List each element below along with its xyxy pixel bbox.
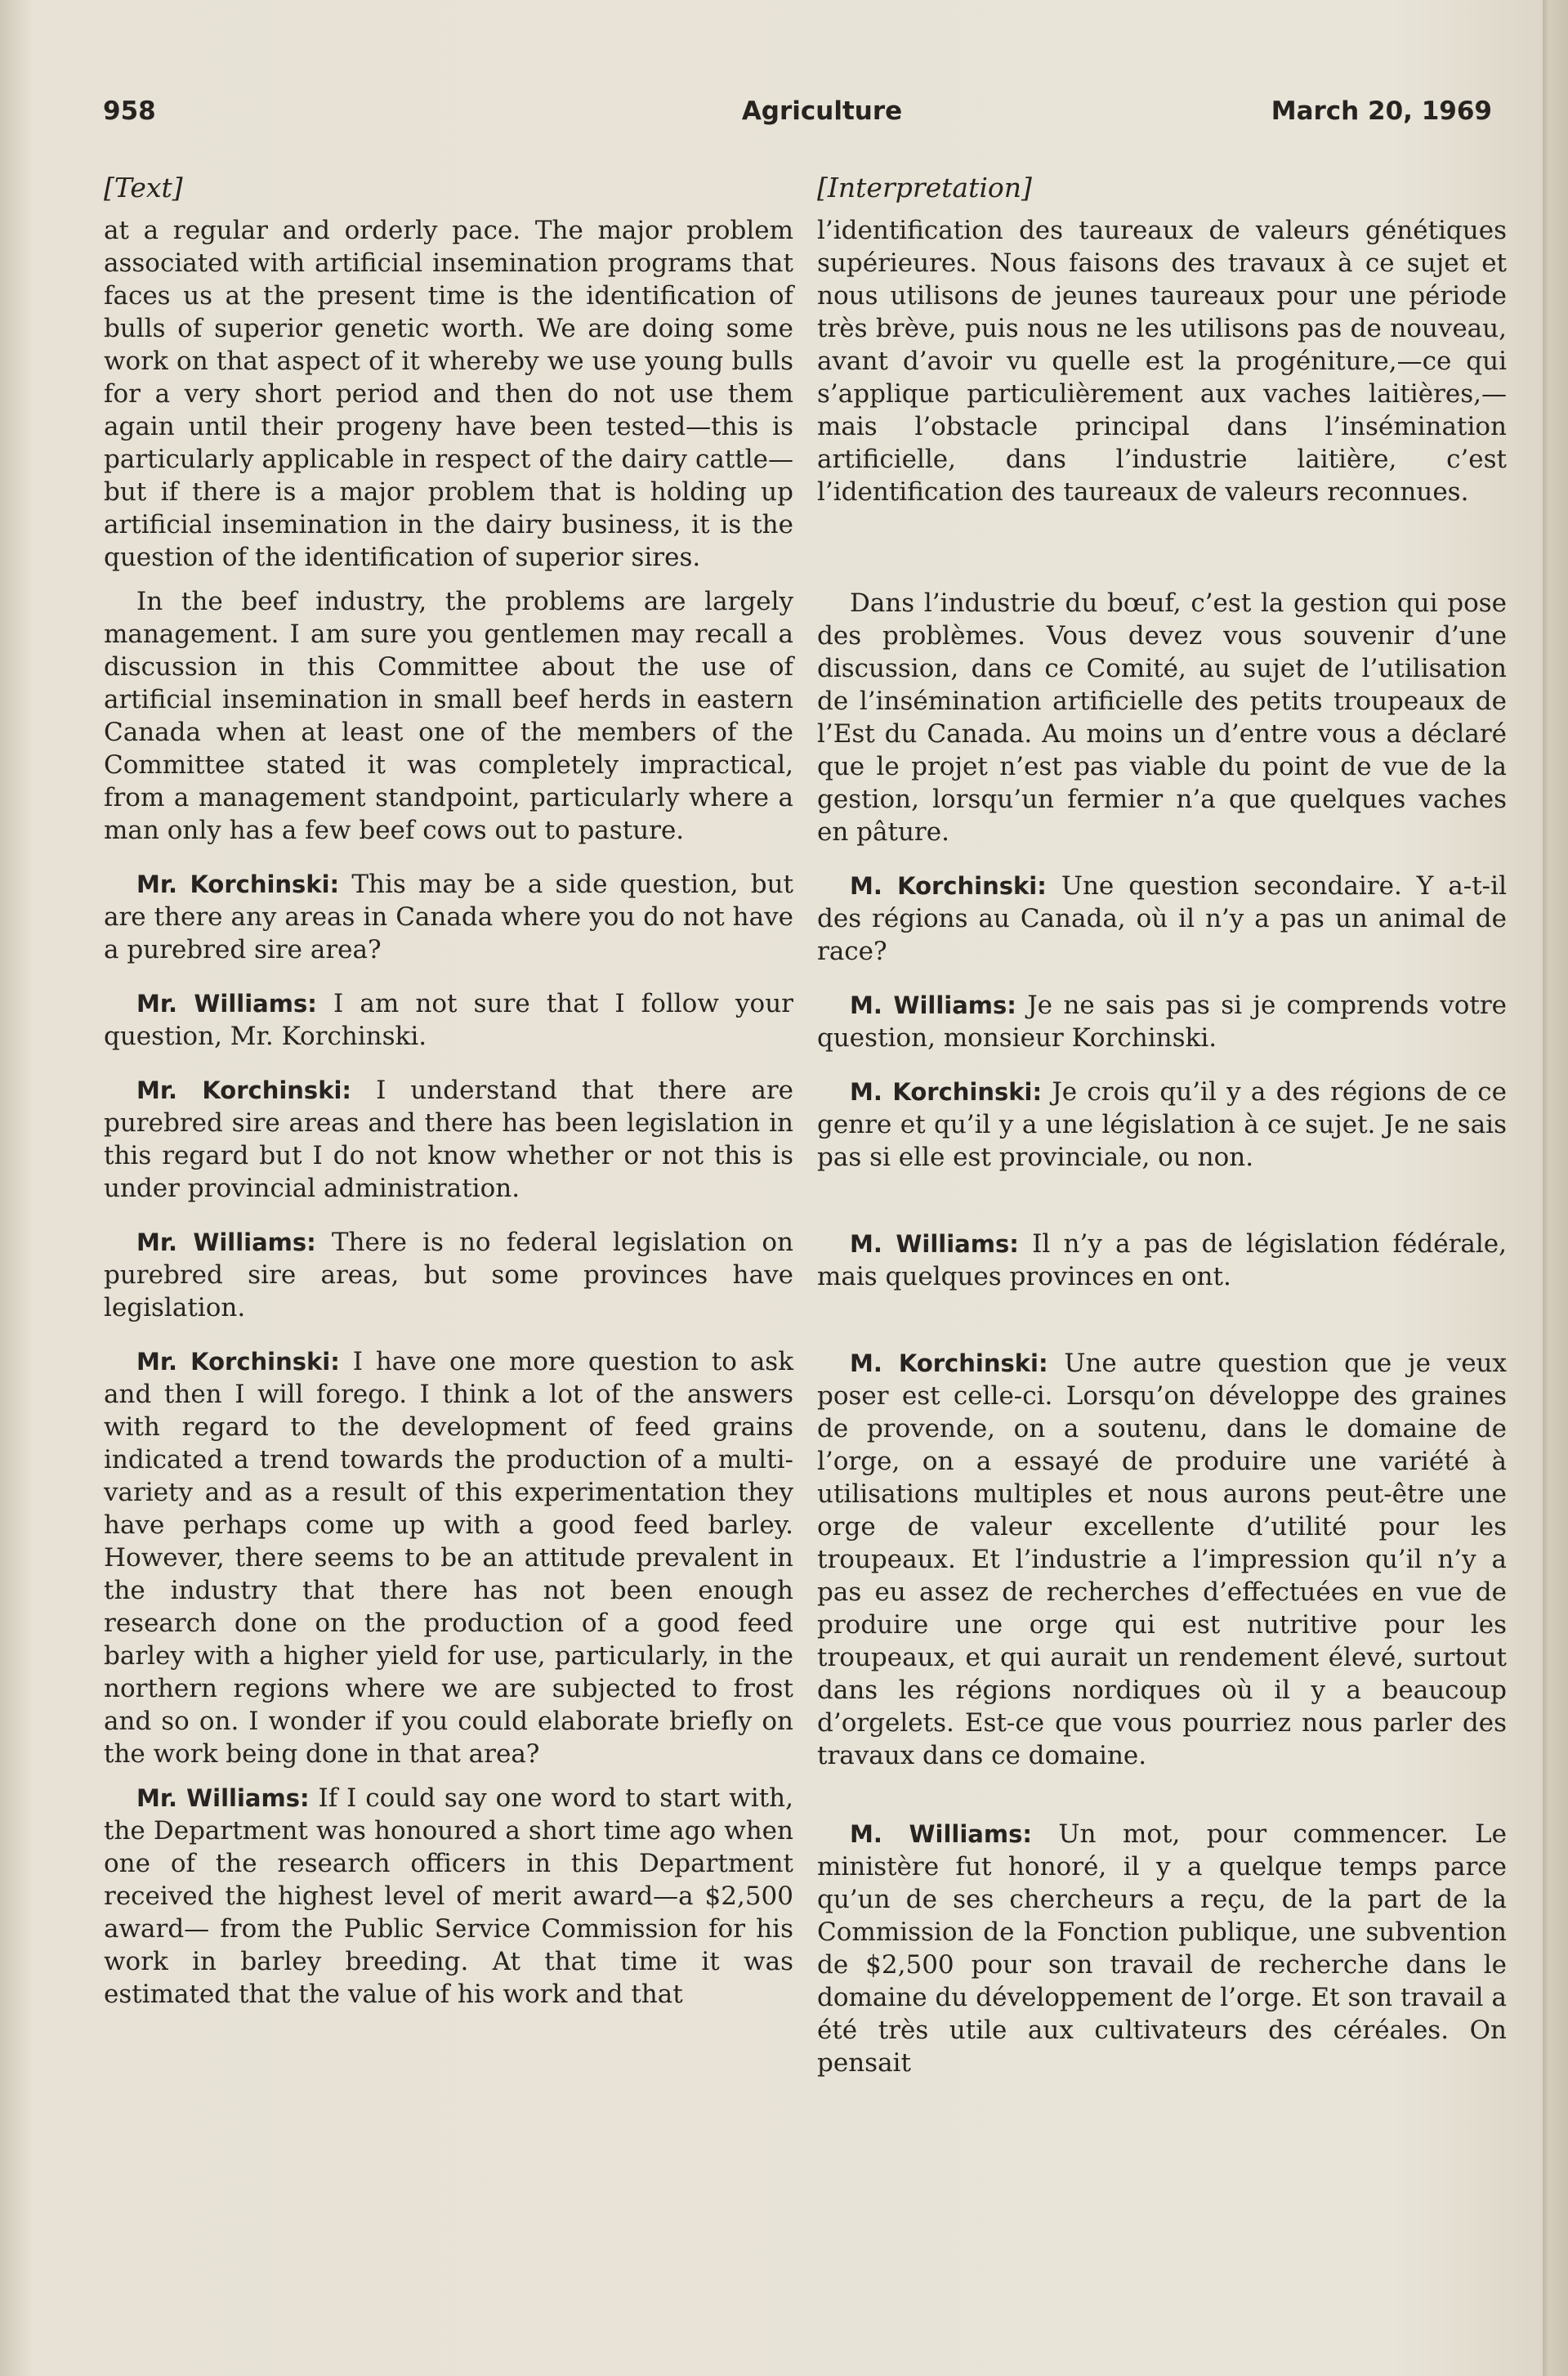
speech-text: Je ne sais pas si je comprends votre question, monsieur Korchinski.: [817, 991, 1507, 1053]
paragraph-text: In the beef industry, the problems are largely management. I am sure you gentlemen may recall a discussion in this Committee about the use of artificial insemination in small beef herds in eastern Canada when at least one of the members of the Committee stated it was completely impractical, from a management standpoint, particularly where a man only has a few beef cows out to pasture.: [104, 587, 793, 845]
speech-block: [104, 1345, 793, 1770]
speaker-name: M. Korchinski:: [850, 1349, 1048, 1377]
running-header: [103, 96, 1492, 134]
speaker-name: M. Williams:: [850, 1820, 1032, 1848]
speech-text: Un mot, pour commencer. Le ministère fut honoré, il y a quelque temps parce qu’un de ses chercheurs a reçu, de la part de la Commission de la Fonction publique, une subvention de $2,500 pour son travail de recherche dans le domaine du développement de l’orge. Et son travail a été très utile aux cultivateurs des céréales. On pensait: [817, 1819, 1507, 2078]
speaker-name: M. Korchinski:: [850, 872, 1047, 900]
speech-text: Je crois qu’il y a des régions de ce genre et qu’il y a une législation à ce sujet. Je ne sais pas si elle est provinciale, ou non.: [817, 1077, 1507, 1172]
french-column: [817, 172, 1507, 2079]
paragraph-text: Dans l’industrie du bœuf, c’est la gestion qui pose des problèmes. Vous devez vous souvenir d’une discussion, dans ce Comité, au sujet de l’utilisation de l’insémination artificielle des petits troupeaux de l’Est du Canada. Au moins un d’entre vous a déclaré que le projet n’est pas viable du point de vue de la gestion, lorsqu’un fermier n’a que quelques vaches en pâture.: [817, 588, 1507, 847]
speech-block: [817, 1076, 1507, 1174]
speech-block: [817, 989, 1507, 1054]
paragraph-text: at a regular and orderly pace. The major problem associated with artificial insemination programs that faces us at the present time is the identification of bulls of superior genetic worth. We are doing some work on that aspect of it whereby we use young bulls for a very short period and then do not use them again until their progeny have been tested—this is particularly applicable in respect of the dairy cattle—but if there is a major problem that is holding up artificial insemination in the dairy business, it is the question of the identification of superior sires.: [104, 216, 793, 572]
speech-text: I understand that there are purebred sire areas and there has been legislation in this regard but I do not know whether or not this is under provincial administration.: [104, 1076, 793, 1203]
paragraph: [817, 214, 1507, 508]
speaker-name: M. Williams:: [850, 991, 1016, 1019]
english-column: [104, 172, 793, 2011]
speech-text: I am not sure that I follow your question, Mr. Korchinski.: [104, 989, 793, 1051]
speech-text: Il n’y a pas de législation fédérale, mais quelques provinces en ont.: [817, 1229, 1507, 1291]
paragraph: [817, 587, 1507, 848]
paragraph: [104, 585, 793, 847]
page-number: 958: [103, 96, 156, 126]
speech-block: [817, 1228, 1507, 1293]
speaker-name: Mr. Williams:: [136, 990, 317, 1018]
speech-text: If I could say one word to start with, the Department was honoured a short time ago when one of the research officers in this Department received the highest level of merit award—a $2,500 award— from the Public Service Commission for his work in barley breeding. At that time it was estimated that the value of his work and that: [104, 1783, 793, 2009]
speech-text: Une question secondaire. Y a-t-il des régions au Canada, où il n’y a pas un animal de race?: [817, 871, 1507, 966]
speech-text: I have one more question to ask and then I will forego. I think a lot of the answers with regard to the development of feed grains indicated a trend towards the production of a multi-variety and as a result of this experimentation they have perhaps come up with a good feed barley. However, there seems to be an attitude prevalent in the industry that there has not been enough research done on the production of a good feed barley with a higher yield for use, particularly, in the northern regions where we are subjected to frost and so on. I wonder if you could elaborate briefly on the work being done in that area?: [104, 1347, 793, 1769]
speech-block: [817, 1818, 1507, 2079]
speech-block: [104, 987, 793, 1053]
speaker-name: Mr. Korchinski:: [136, 1076, 352, 1104]
paragraph: [104, 214, 793, 574]
speaker-name: Mr. Williams:: [136, 1784, 310, 1812]
speech-text: Une autre question que je veux poser est celle-ci. Lorsqu’on développe des graines de provende, on a soutenu, dans le domaine de l’orge, on a essayé de produire une variété à utilisations multiples et nous aurons peut-être une orge de valeur excellente d’utilité pour les troupeaux. Et l’industrie a l’impression qu’il n’y a pas eu assez de recherches d’effectuées en vue de produire une orge qui est nutritive pour les troupeaux, et qui aurait un rendement élevé, surtout dans les régions nordiques où il y a beaucoup d’orgelets. Est-ce que vous pourriez nous parler des travaux dans ce domaine.: [817, 1349, 1508, 1770]
speech-block: [817, 1347, 1507, 1772]
column-label: [Interpretation]: [817, 172, 1032, 204]
speaker-name: Mr. Williams:: [136, 1228, 316, 1256]
speaker-name: M. Williams:: [850, 1230, 1019, 1258]
speech-block: [817, 870, 1507, 968]
page-edge: [1543, 0, 1568, 2376]
speech-text: There is no federal legislation on purebred sire areas, but some provinces have legislation.: [104, 1228, 793, 1322]
speaker-name: M. Korchinski:: [850, 1078, 1043, 1106]
speech-text: This may be a side question, but are there any areas in Canada where you do not have a purebred sire area?: [104, 870, 793, 964]
speech-block: [104, 1074, 793, 1205]
speech-block: [104, 1782, 793, 2011]
speaker-name: Mr. Korchinski:: [136, 1348, 340, 1376]
column-label: [Text]: [104, 172, 183, 204]
paragraph-text: l’identification des taureaux de valeurs génétiques supérieures. Nous faisons des travaux à ce sujet et nous utilisons de jeunes taureaux pour une période très brève, puis nous ne les utilisons pas de nouveau, avant d’avoir vu quelle est la progéniture,—ce qui s’applique particulièrement aux vaches laitières,—mais l’obstacle principal dans l’insémination artificielle, dans l’industrie laitière, c’est l’identification des taureaux de valeurs reconnues.: [817, 216, 1507, 507]
section-title: Agriculture: [741, 96, 903, 126]
issue-date: March 20, 1969: [1271, 96, 1492, 126]
speech-block: [104, 1226, 793, 1324]
speaker-name: Mr. Korchinski:: [136, 870, 340, 898]
speech-block: [104, 868, 793, 966]
